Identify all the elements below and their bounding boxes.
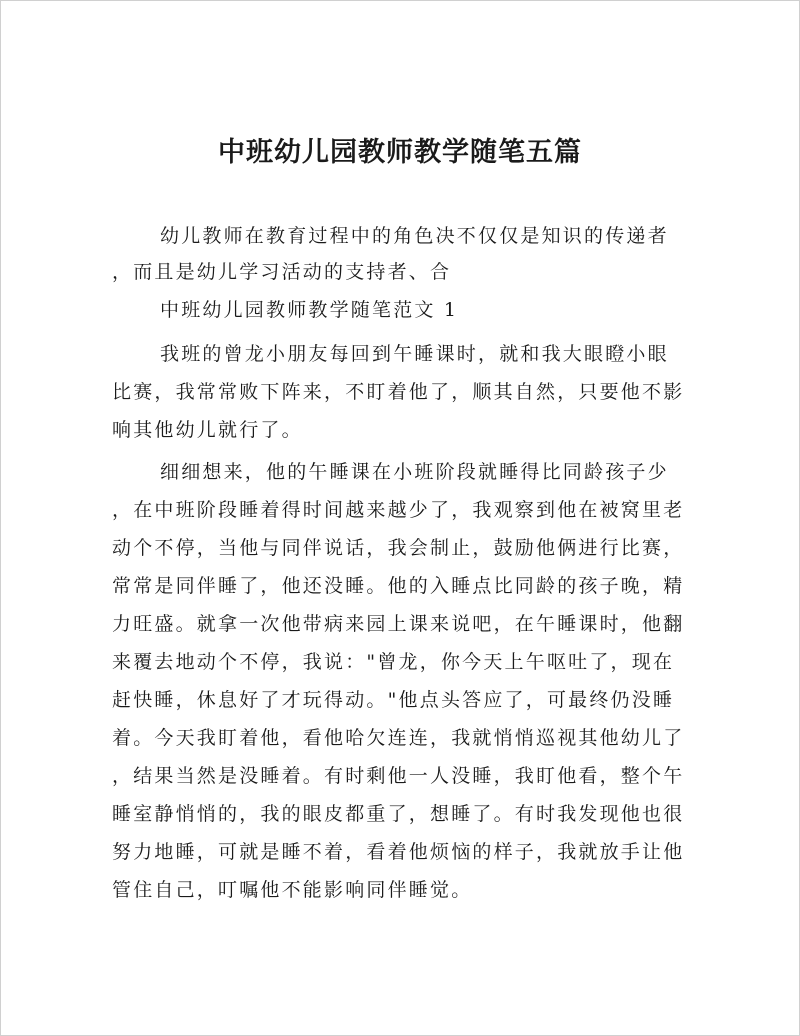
paragraph-line: 响其他幼儿就行了。: [112, 419, 303, 441]
paragraph-line: 细细想来，他的午睡课在小班阶段就睡得比同龄孩子少: [160, 461, 669, 483]
paragraph-line: 常常是同伴睡了，他还没睡。他的入睡点比同龄的孩子晚，精: [112, 575, 685, 597]
paragraph-line: 着。今天我盯着他，看他哈欠连连，我就悄悄巡视其他幼儿了: [112, 727, 685, 749]
section-heading: 中班幼儿园教师教学随笔范文 1: [160, 299, 459, 321]
paragraph-line: 管住自己，叮嘱他不能影响同伴睡觉。: [112, 879, 473, 901]
paragraph-line: 幼儿教师在教育过程中的角色决不仅仅是知识的传递者: [160, 225, 669, 247]
paragraph-line: 睡室静悄悄的，我的眼皮都重了，想睡了。有时我发现他也很: [112, 803, 685, 825]
paragraph-line: 力旺盛。就拿一次他带病来园上课来说吧，在午睡课时，他翻: [112, 613, 685, 635]
paragraph-line: ，而且是幼儿学习活动的支持者、合: [112, 261, 452, 283]
paragraph-line: 来覆去地动个不停，我说："曾龙，你今天上午呕吐了，现在: [112, 651, 675, 673]
paragraph-line: 比赛，我常常败下阵来，不盯着他了，顺其自然，只要他不影: [112, 381, 685, 403]
paragraph-line: ，结果当然是没睡着。有时剩他一人没睡，我盯他看，整个午: [112, 765, 685, 787]
paragraph-line: 赶快睡，休息好了才玩得动。"他点头答应了，可最终仍没睡: [112, 689, 675, 711]
document-title: 中班幼儿园教师教学随笔五篇: [218, 137, 582, 168]
paragraph-line: 动个不停，当他与同伴说话，我会制止，鼓励他俩进行比赛，: [112, 537, 685, 559]
paragraph-line: 努力地睡，可就是睡不着，看着他烦恼的样子，我就放手让他: [112, 841, 685, 863]
paragraph-line: 我班的曾龙小朋友每回到午睡课时，就和我大眼瞪小眼: [160, 343, 669, 365]
paragraph-line: ，在中班阶段睡着得时间越来越少了，我观察到他在被窝里老: [112, 499, 685, 521]
